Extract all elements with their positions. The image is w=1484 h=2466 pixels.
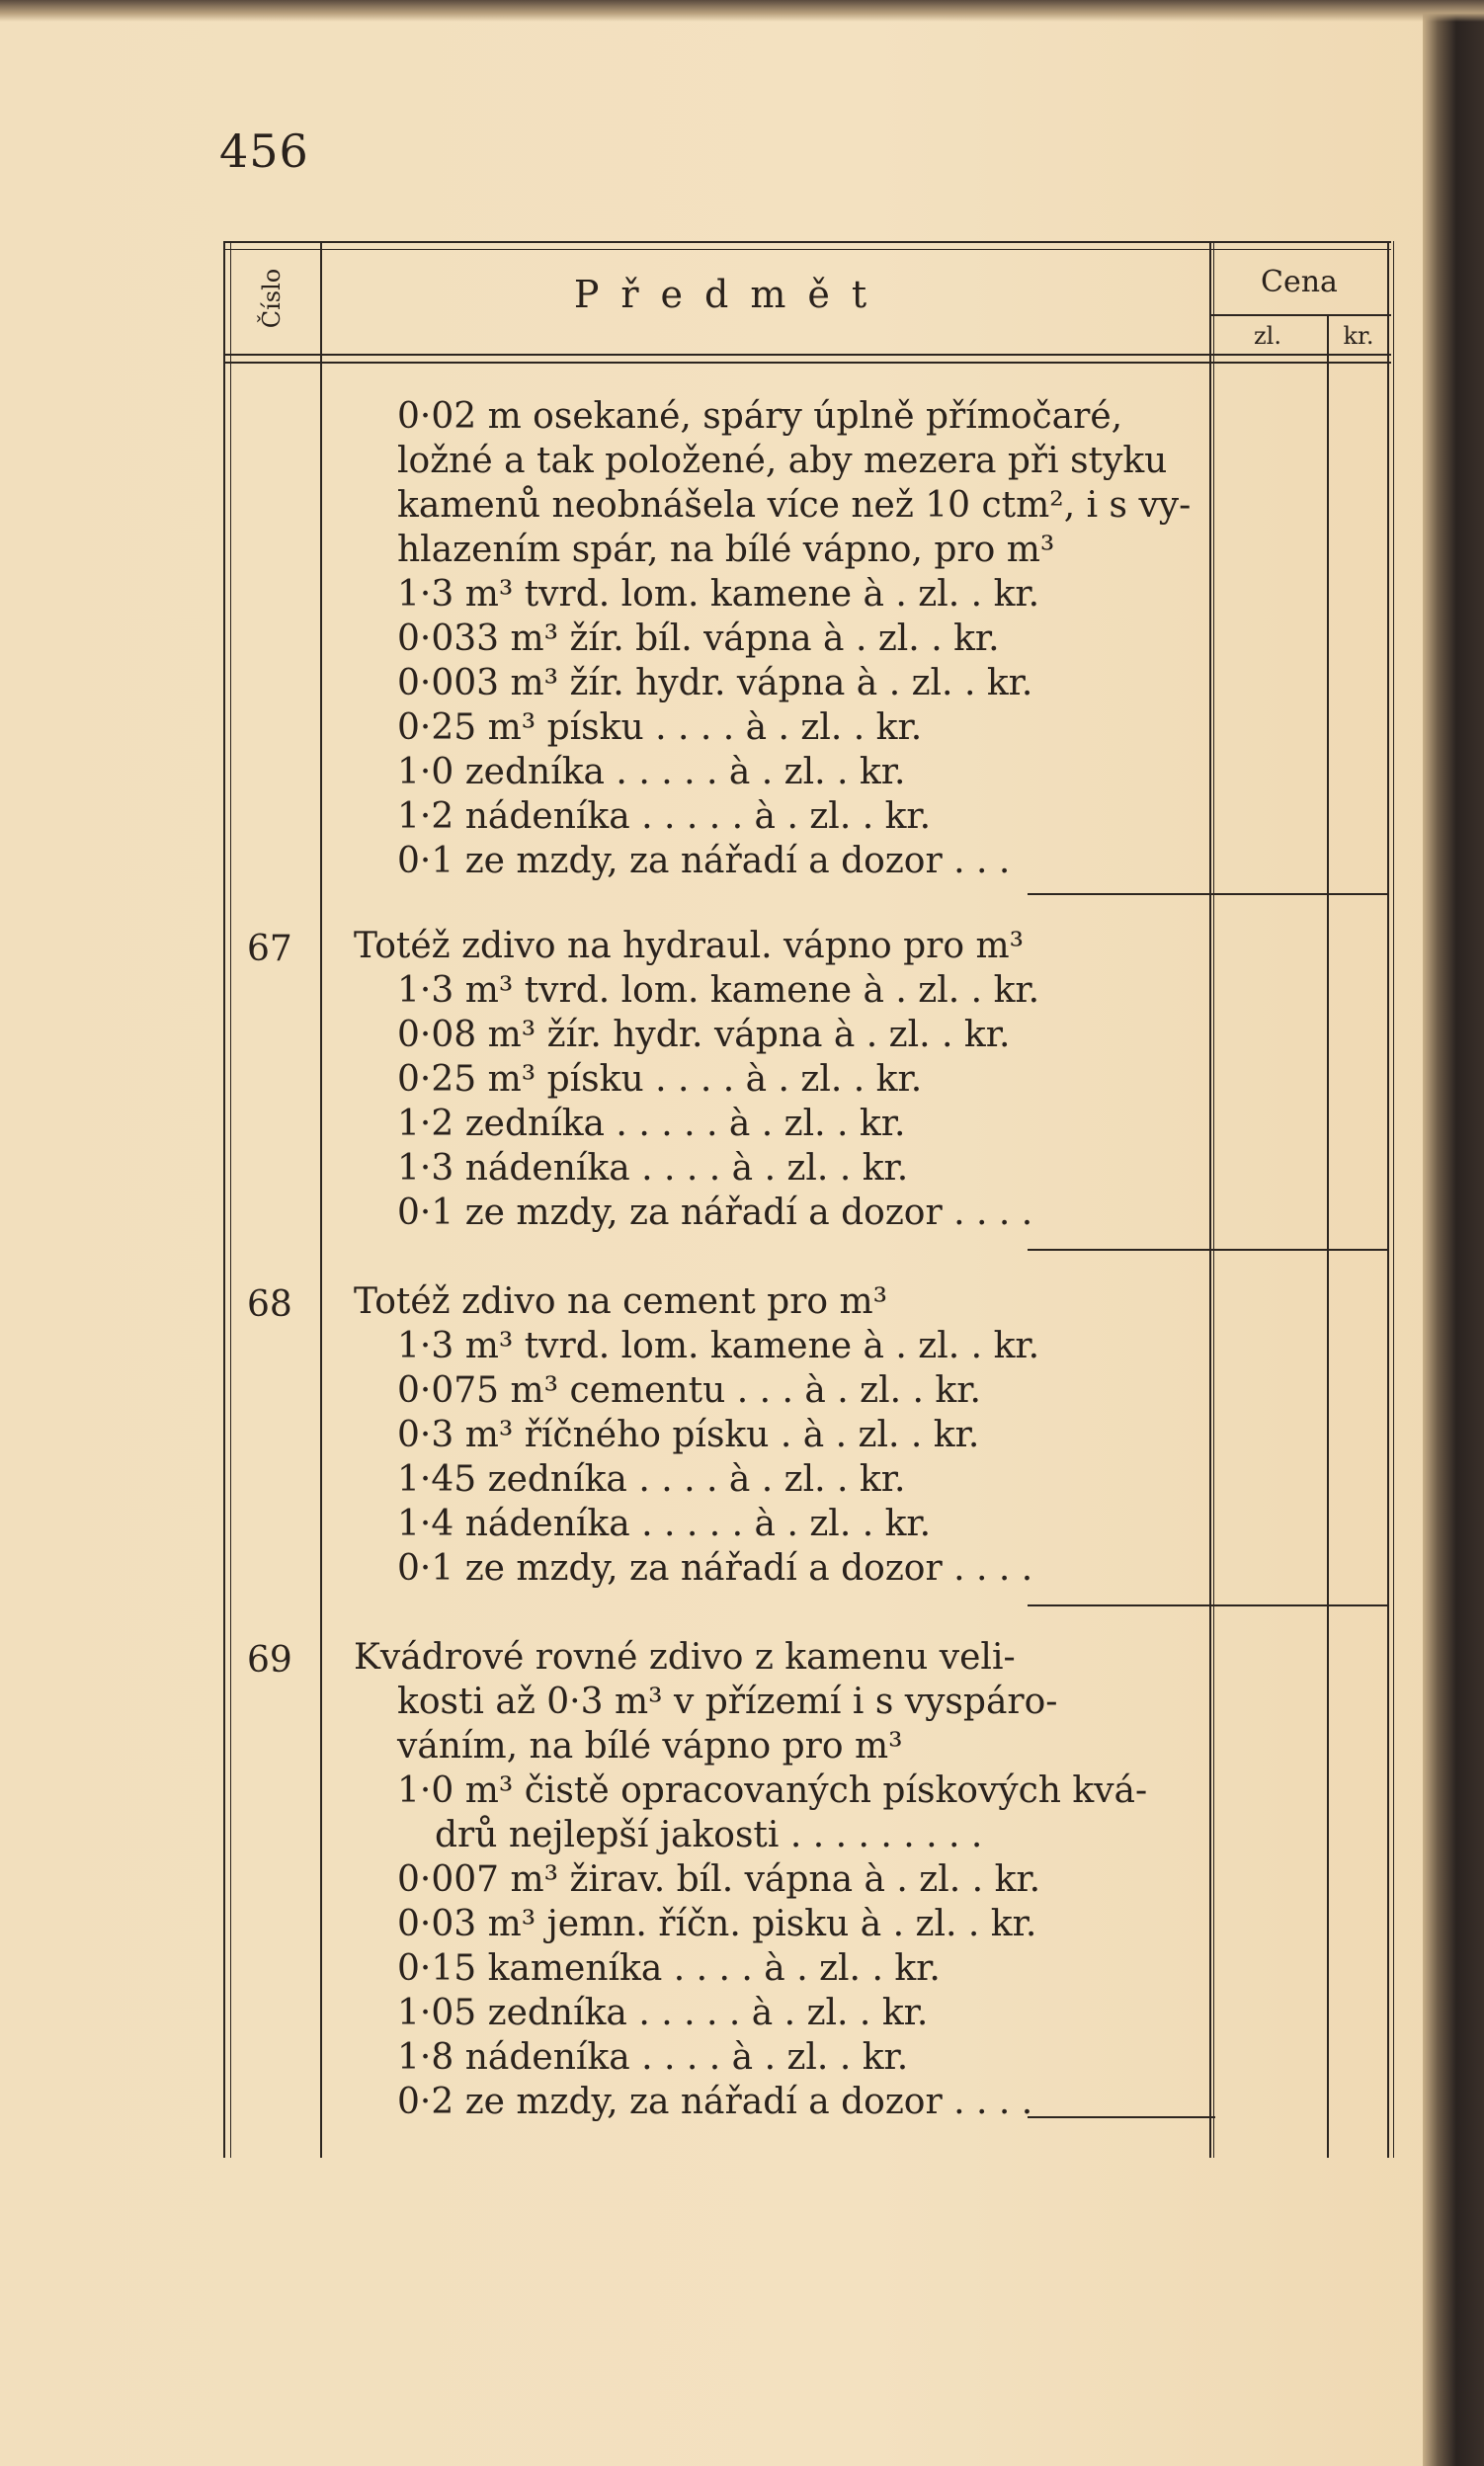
header-predmet: Předmět xyxy=(573,273,889,316)
text-line: 0·033 m³ žír. bíl. vápna à . zl. . kr. xyxy=(397,618,1000,659)
item-title: Totéž zdivo na hydraul. vápno pro m³ xyxy=(354,926,1025,966)
book-spine xyxy=(1423,0,1484,2466)
text-line: kosti až 0·3 m³ v přízemí i s vyspáro- xyxy=(397,1682,1058,1722)
text-line: 0·2 ze mzdy, za nářadí a dozor . . . . xyxy=(397,2082,1033,2122)
text-line: kamenů neobnášela více než 10 ctm², i s vy- xyxy=(397,485,1192,526)
text-line: 0·08 m³ žír. hydr. vápna à . zl. . kr. xyxy=(397,1015,1011,1055)
text-line: 0·1 ze mzdy, za nářadí a dozor . . . xyxy=(397,841,1011,881)
text-line: drů nejlepší jakosti . . . . . . . . . xyxy=(435,1815,983,1855)
text-line: 0·007 m³ žirav. bíl. vápna à . zl. . kr. xyxy=(397,1859,1041,1900)
header-cislo: Číslo xyxy=(258,268,286,329)
text-line: 0·02 m osekané, spáry úplně přímočaré, xyxy=(397,396,1123,437)
text-line: 1·3 m³ tvrd. lom. kamene à . zl. . kr. xyxy=(397,1326,1040,1366)
item-title: Kvádrové rovné zdivo z kamenu veli- xyxy=(354,1637,1016,1678)
text-line: 0·3 m³ říčného písku . à . zl. . kr. xyxy=(397,1415,980,1455)
text-line: 1·8 nádeníka . . . . à . zl. . kr. xyxy=(397,2037,909,2078)
text-line: 1·45 zedníka . . . . à . zl. . kr. xyxy=(397,1459,906,1500)
text-line: 0·25 m³ písku . . . . à . zl. . kr. xyxy=(397,707,923,748)
text-line: 0·075 m³ cementu . . . à . zl. . kr. xyxy=(397,1370,981,1411)
text-line: 0·25 m³ písku . . . . à . zl. . kr. xyxy=(397,1059,923,1100)
header-zl: zl. xyxy=(1254,322,1281,350)
item-number: 68 xyxy=(247,1284,292,1325)
text-line: 0·1 ze mzdy, za nářadí a dozor . . . . xyxy=(397,1548,1033,1589)
text-line: 0·003 m³ žír. hydr. vápna à . zl. . kr. xyxy=(397,663,1033,703)
page-number: 456 xyxy=(219,124,309,178)
text-line: 1·2 zedníka . . . . . à . zl. . kr. xyxy=(397,1104,906,1144)
text-line: 0·1 ze mzdy, za nářadí a dozor . . . . xyxy=(397,1192,1033,1233)
page-top-edge xyxy=(0,0,1484,22)
text-line: 1·3 m³ tvrd. lom. kamene à . zl. . kr. xyxy=(397,970,1040,1011)
text-line: 0·15 kameníka . . . . à . zl. . kr. xyxy=(397,1948,941,1989)
text-line: 1·05 zedníka . . . . . à . zl. . kr. xyxy=(397,1993,929,2033)
item-number: 67 xyxy=(247,929,292,969)
item-number: 69 xyxy=(247,1640,292,1681)
text-line: 1·0 m³ čistě opracovaných pískových kvá- xyxy=(397,1770,1148,1811)
text-line: 1·4 nádeníka . . . . . à . zl. . kr. xyxy=(397,1504,932,1544)
text-line: ložné a tak položené, aby mezera při styku xyxy=(397,441,1168,481)
text-line: váním, na bílé vápno pro m³ xyxy=(397,1726,903,1767)
text-line: 1·0 zedníka . . . . . à . zl. . kr. xyxy=(397,752,906,792)
text-line: 0·03 m³ jemn. říčn. pisku à . zl. . kr. xyxy=(397,1904,1037,1944)
header-kr: kr. xyxy=(1343,322,1374,350)
text-line: hlazením spár, na bílé vápno, pro m³ xyxy=(397,530,1055,570)
item-title: Totéž zdivo na cement pro m³ xyxy=(354,1281,888,1322)
text-line: 1·2 nádeníka . . . . . à . zl. . kr. xyxy=(397,796,932,837)
text-line: 1·3 nádeníka . . . . à . zl. . kr. xyxy=(397,1148,909,1189)
header-cena: Cena xyxy=(1261,265,1338,299)
text-line: 1·3 m³ tvrd. lom. kamene à . zl. . kr. xyxy=(397,574,1040,615)
